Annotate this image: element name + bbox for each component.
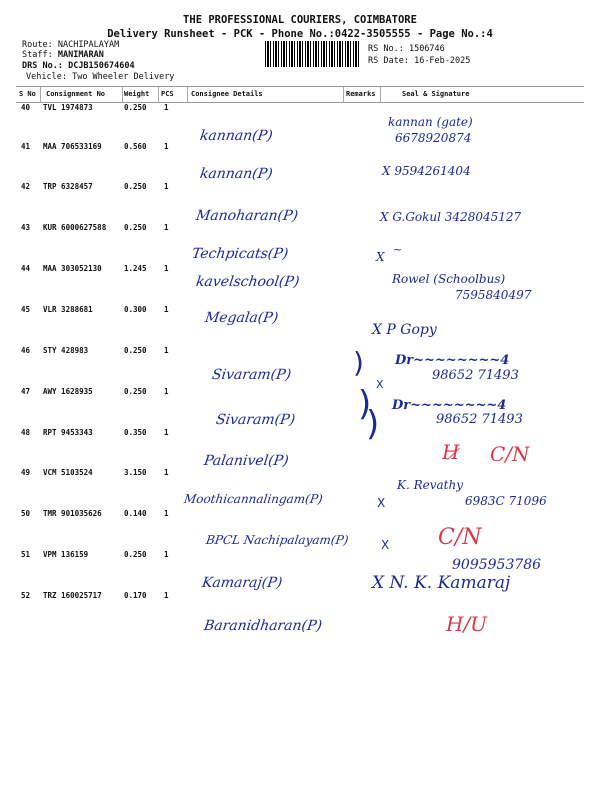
col-divider	[343, 87, 344, 103]
col-header-consignee: Consignee Details	[191, 90, 263, 98]
row-consignee-handwritten: Sivaram(P)	[214, 412, 297, 428]
row-consignment: KUR 6000627588	[43, 223, 107, 232]
runsheet-subtitle: Delivery Runsheet - PCK - Phone No.:0422-3505555 - Page No.:4	[107, 28, 493, 40]
row-weight: 0.250	[124, 550, 147, 559]
row-pcs: 1	[164, 103, 169, 112]
row-weight: 0.250	[124, 223, 147, 232]
col-header-remarks: Remarks	[346, 90, 376, 98]
row-signature-phone: 9095953786	[452, 557, 542, 573]
row-signature: 98652 71493	[432, 368, 519, 383]
rs-date-line	[368, 56, 470, 66]
cross-mark: X	[381, 538, 390, 552]
row-pcs: 1	[164, 264, 169, 273]
row-signature: K. Revathy	[397, 478, 463, 492]
company-title: THE PROFESSIONAL COURIERS, COIMBATORE	[183, 14, 417, 26]
row-consignee-handwritten: Moothicannalingam(P)	[183, 492, 324, 506]
row-signature: X P Gopy	[372, 322, 437, 338]
row-consignee-handwritten: Techpicats(P)	[190, 246, 290, 262]
vehicle-label: Vehicle:	[26, 72, 67, 82]
col-divider	[158, 87, 159, 103]
row-signature: C/N	[438, 525, 482, 550]
row-consignee-handwritten: Manoharan(P)	[194, 208, 300, 224]
row-consignee-handwritten: Sivaram(P)	[210, 367, 293, 383]
row-weight: 0.250	[124, 387, 147, 396]
row-sno: 52	[21, 591, 31, 600]
row-signature: X 9594261404	[382, 164, 471, 178]
cross-mark: X	[377, 496, 386, 510]
signature-scribble: ~	[393, 243, 403, 256]
row-pcs: 1	[164, 591, 169, 600]
row-pcs: 1	[164, 428, 169, 437]
row-consignment: AWY 1628935	[43, 387, 93, 396]
col-divider	[187, 87, 188, 103]
col-header-sno: S No	[19, 90, 36, 98]
row-weight: 0.560	[124, 142, 147, 151]
signature-scribble: Dr~~~~~~~~4	[395, 353, 510, 368]
row-pcs: 1	[164, 223, 169, 232]
row-sno: 42	[21, 182, 31, 191]
bracket-mark: )	[366, 404, 380, 444]
route-line	[22, 40, 119, 50]
row-sno: 50	[21, 509, 31, 518]
row-consignment: STY 428983	[43, 346, 89, 355]
bracket-mark: )	[353, 346, 364, 379]
row-consignment: TRP 6328457	[43, 182, 93, 191]
row-pcs: 1	[164, 142, 169, 151]
bracket-mark: )	[358, 384, 372, 424]
row-weight: 0.250	[124, 346, 147, 355]
row-weight: 0.250	[124, 103, 147, 112]
route-value: NACHIPALAYAM	[57, 40, 120, 50]
row-consignment: VLR 3288681	[43, 305, 93, 314]
row-consignment: TVL 1974873	[43, 103, 93, 112]
signature-scribble: Dr~~~~~~~~4	[392, 398, 507, 413]
row-weight: 0.300	[124, 305, 147, 314]
row-consignee-handwritten: kannan(P)	[198, 128, 274, 144]
drs-label: DRS No.:	[22, 61, 63, 71]
row-signature: kannan (gate)	[388, 115, 473, 129]
row-pcs: 1	[164, 468, 169, 477]
row-signature-phone: 7595840497	[455, 288, 532, 302]
row-sno: 51	[21, 550, 31, 559]
row-pcs: 1	[164, 346, 169, 355]
row-consignment: TRZ 160025717	[43, 591, 102, 600]
row-weight: 0.170	[124, 591, 147, 600]
row-signature-phone: 6983C 71096	[465, 494, 547, 508]
row-consignee-handwritten: Kamaraj(P)	[200, 575, 284, 591]
drs-line	[22, 61, 135, 71]
row-signature: X N. K. Kamaraj	[372, 573, 511, 593]
table-top-rule	[16, 86, 584, 87]
row-signature: X	[376, 250, 385, 264]
col-divider	[122, 87, 123, 103]
rs-no-value: 1506746	[408, 44, 445, 54]
row-sno: 44	[21, 264, 31, 273]
rs-date-label: RS Date:	[368, 56, 409, 66]
row-consignee-handwritten: Palanivel(P)	[202, 453, 290, 469]
row-pcs: 1	[164, 509, 169, 518]
barcode	[265, 41, 360, 67]
row-sno: 49	[21, 468, 31, 477]
row-signature: H/U	[446, 612, 488, 636]
row-pcs: 1	[164, 182, 169, 191]
cross-mark: X	[376, 378, 384, 391]
col-divider	[380, 87, 381, 103]
row-signature: 98652 71493	[436, 412, 523, 427]
drs-value: DCJB150674604	[68, 61, 135, 71]
row-pcs: 1	[164, 387, 169, 396]
col-header-weight: Weight	[124, 90, 150, 98]
row-consignee-handwritten: kavelschool(P)	[194, 274, 301, 290]
row-consignment: VCM 5103524	[43, 468, 93, 477]
row-sno: 47	[21, 387, 31, 396]
col-header-pcs: PCS	[161, 90, 174, 98]
row-consignment: MAA 706533169	[43, 142, 102, 151]
vehicle-value: Two Wheeler Delivery	[72, 72, 175, 82]
col-header-consignment: Consignment No	[46, 90, 106, 98]
rs-date-value: 16-Feb-2025	[414, 56, 471, 66]
row-sno: 40	[21, 103, 31, 112]
staff-line	[22, 50, 104, 60]
route-label: Route:	[22, 40, 53, 50]
row-weight: 3.150	[124, 468, 147, 477]
row-sno: 45	[21, 305, 31, 314]
row-signature: X G.Gokul 3428045127	[380, 210, 522, 224]
red-signature-scribble: H̷	[442, 440, 460, 464]
rs-no-label: RS No.:	[368, 44, 404, 54]
row-consignee-handwritten: Megala(P)	[203, 310, 280, 326]
col-header-signature: Seal & Signature	[402, 90, 470, 98]
row-signature-phone: 6678920874	[395, 131, 472, 145]
row-pcs: 1	[164, 305, 169, 314]
table-header-rule	[16, 102, 584, 103]
col-divider	[40, 87, 41, 103]
row-signature: Rowel (Schoolbus)	[392, 272, 506, 286]
row-sno: 46	[21, 346, 31, 355]
staff-label: Staff:	[22, 50, 53, 60]
vehicle-line	[26, 72, 174, 82]
row-weight: 0.350	[124, 428, 147, 437]
row-consignment: RPT 9453343	[43, 428, 93, 437]
row-consignee-handwritten: BPCL Nachipalayam(P)	[205, 533, 350, 547]
row-sno: 48	[21, 428, 31, 437]
row-weight: 0.250	[124, 182, 147, 191]
row-pcs: 1	[164, 550, 169, 559]
row-consignee-handwritten: Baranidharan(P)	[202, 618, 324, 634]
row-weight: 0.140	[124, 509, 147, 518]
row-consignment: TMR 901035626	[43, 509, 102, 518]
row-consignee-handwritten: kannan(P)	[198, 166, 274, 182]
row-sno: 41	[21, 142, 31, 151]
row-weight: 1.245	[124, 264, 147, 273]
row-sno: 43	[21, 223, 31, 232]
row-signature: C/N	[490, 442, 530, 466]
staff-value: MANIMARAN	[57, 50, 104, 60]
row-consignment: MAA 303052130	[43, 264, 102, 273]
row-consignment: VPM 136159	[43, 550, 89, 559]
rs-no-line	[368, 44, 445, 54]
